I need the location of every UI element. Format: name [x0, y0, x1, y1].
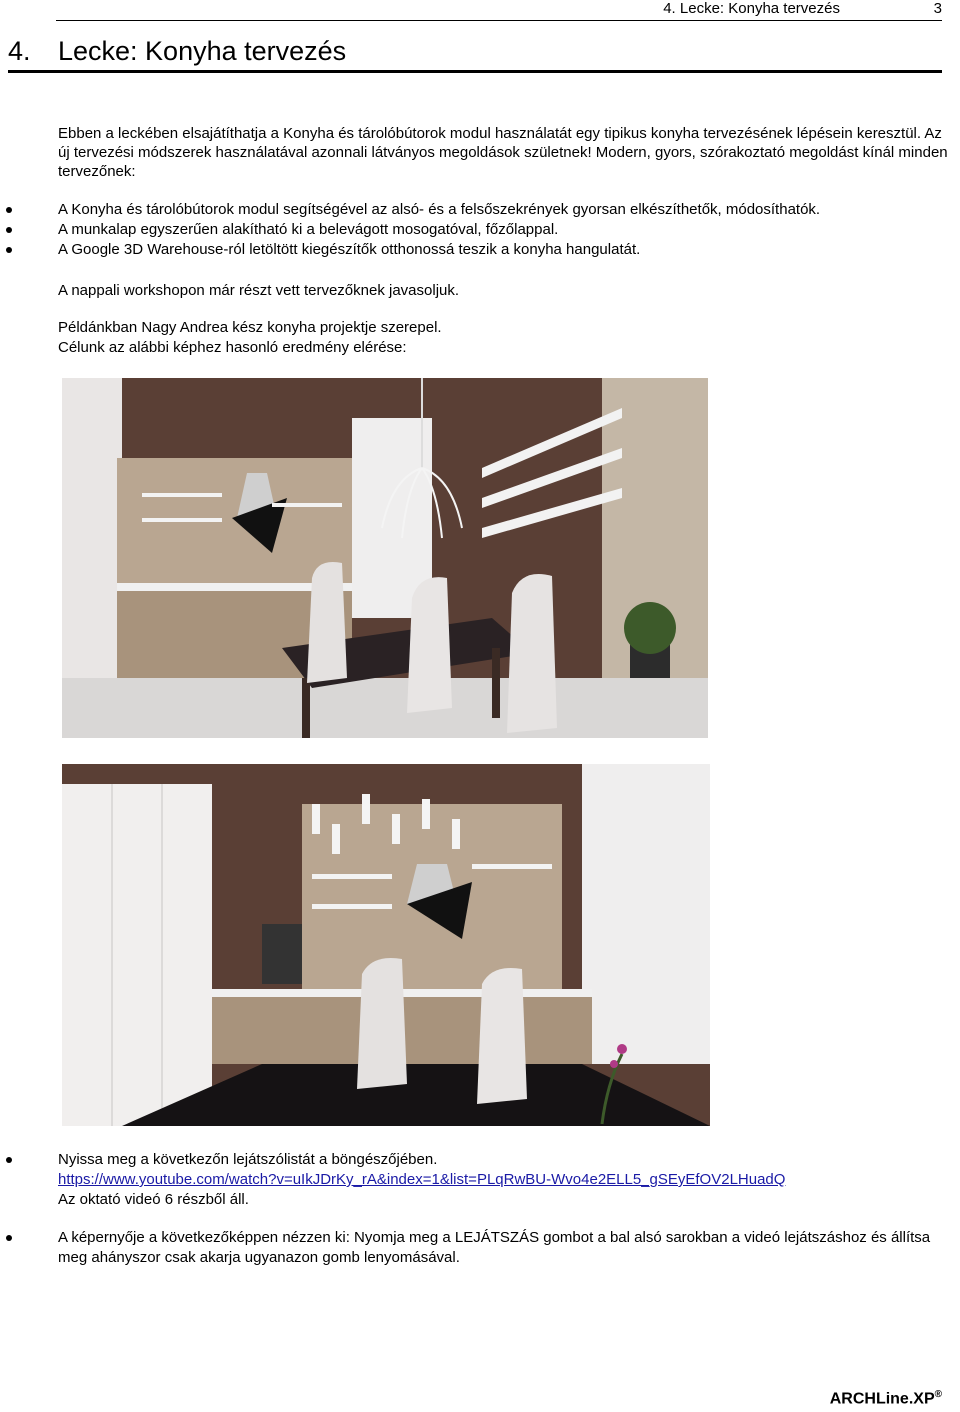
feature-list [0, 200, 960, 260]
kitchen-render-1-svg [62, 378, 708, 738]
bullet-icon [6, 1157, 12, 1163]
running-title: 4. Lecke: Konyha tervezés [663, 0, 840, 17]
registered-mark: ® [934, 1388, 942, 1400]
steps-list [0, 1150, 960, 1268]
bullet-icon [6, 207, 12, 213]
kitchen-render-image-1 [62, 378, 708, 738]
chapter-title: Lecke: Konyha tervezés [58, 36, 347, 66]
brand-name: ARCHLine.XP [829, 1390, 935, 1407]
intro-paragraph: Ebben a leckében elsajátíthatja a Konyha és tárolóbútorok modul használatát egy tipikus konyha tervezésének lépésein keresztül. Az új tervezési módszerek használatával azonnali látványos megoldások születnek! Modern, gyors, szórakoztató megoldást kínál minden tervezőnek: [58, 125, 948, 180]
bullet-icon [6, 227, 12, 233]
list-item [0, 240, 960, 260]
feature-text: A Google 3D Warehouse-ról letöltött kiegészítők otthonossá teszik a konyha hangulatát. [58, 241, 641, 258]
example-line-1: Példánkban Nagy Andrea kész konyha projektje szerepel. [58, 319, 442, 336]
playlist-link[interactable]: https://www.youtube.com/watch?v=uIkJDrKy_rA&index=1&list=PLqRwBU-Wvo4e2ELL5_gSEyEfOV2LHuadQ [58, 1171, 786, 1188]
bullet-icon [6, 1235, 12, 1241]
step-note: Az oktató videó 6 részből áll. [58, 1191, 249, 1208]
page-title [8, 36, 346, 67]
header-rule [56, 20, 942, 21]
list-item [0, 220, 960, 240]
list-item [0, 1150, 960, 1210]
step-text: A képernyője a következőképpen nézzen ki: Nyomja meg a LEJÁTSZÁS gombot a bal alsó sarokban a videó lejátszáshoz és állítsa meg ahányszor csak akarja ugyanazon gomb lenyomásával. [58, 1229, 931, 1266]
kitchen-render-image-2 [62, 764, 710, 1126]
list-item [0, 200, 960, 220]
list-item [0, 1228, 960, 1268]
bullet-icon [6, 247, 12, 253]
page-number: 3 [933, 0, 942, 17]
step-text: Nyissa meg a következőn lejátszólistát a böngészőjében. [58, 1151, 438, 1168]
feature-text: A munkalap egyszerűen alakítható ki a belevágott mosogatóval, főzőlappal. [58, 221, 559, 238]
title-rule [8, 70, 942, 73]
example-line-2: Célunk az alábbi képhez hasonló eredmény elérése: [58, 339, 407, 356]
kitchen-render-2-svg [62, 764, 710, 1126]
footer-brand [830, 1389, 942, 1408]
chapter-number: 4. [8, 36, 31, 66]
feature-text: A Konyha és tárolóbútorok modul segítségével az alsó- és a felsőszekrények gyorsan elkészíthetők, módosíthatók. [58, 201, 821, 218]
running-header [0, 0, 960, 22]
recommend-paragraph: A nappali workshopon már részt vett tervezőknek javasoljuk. [58, 282, 460, 299]
